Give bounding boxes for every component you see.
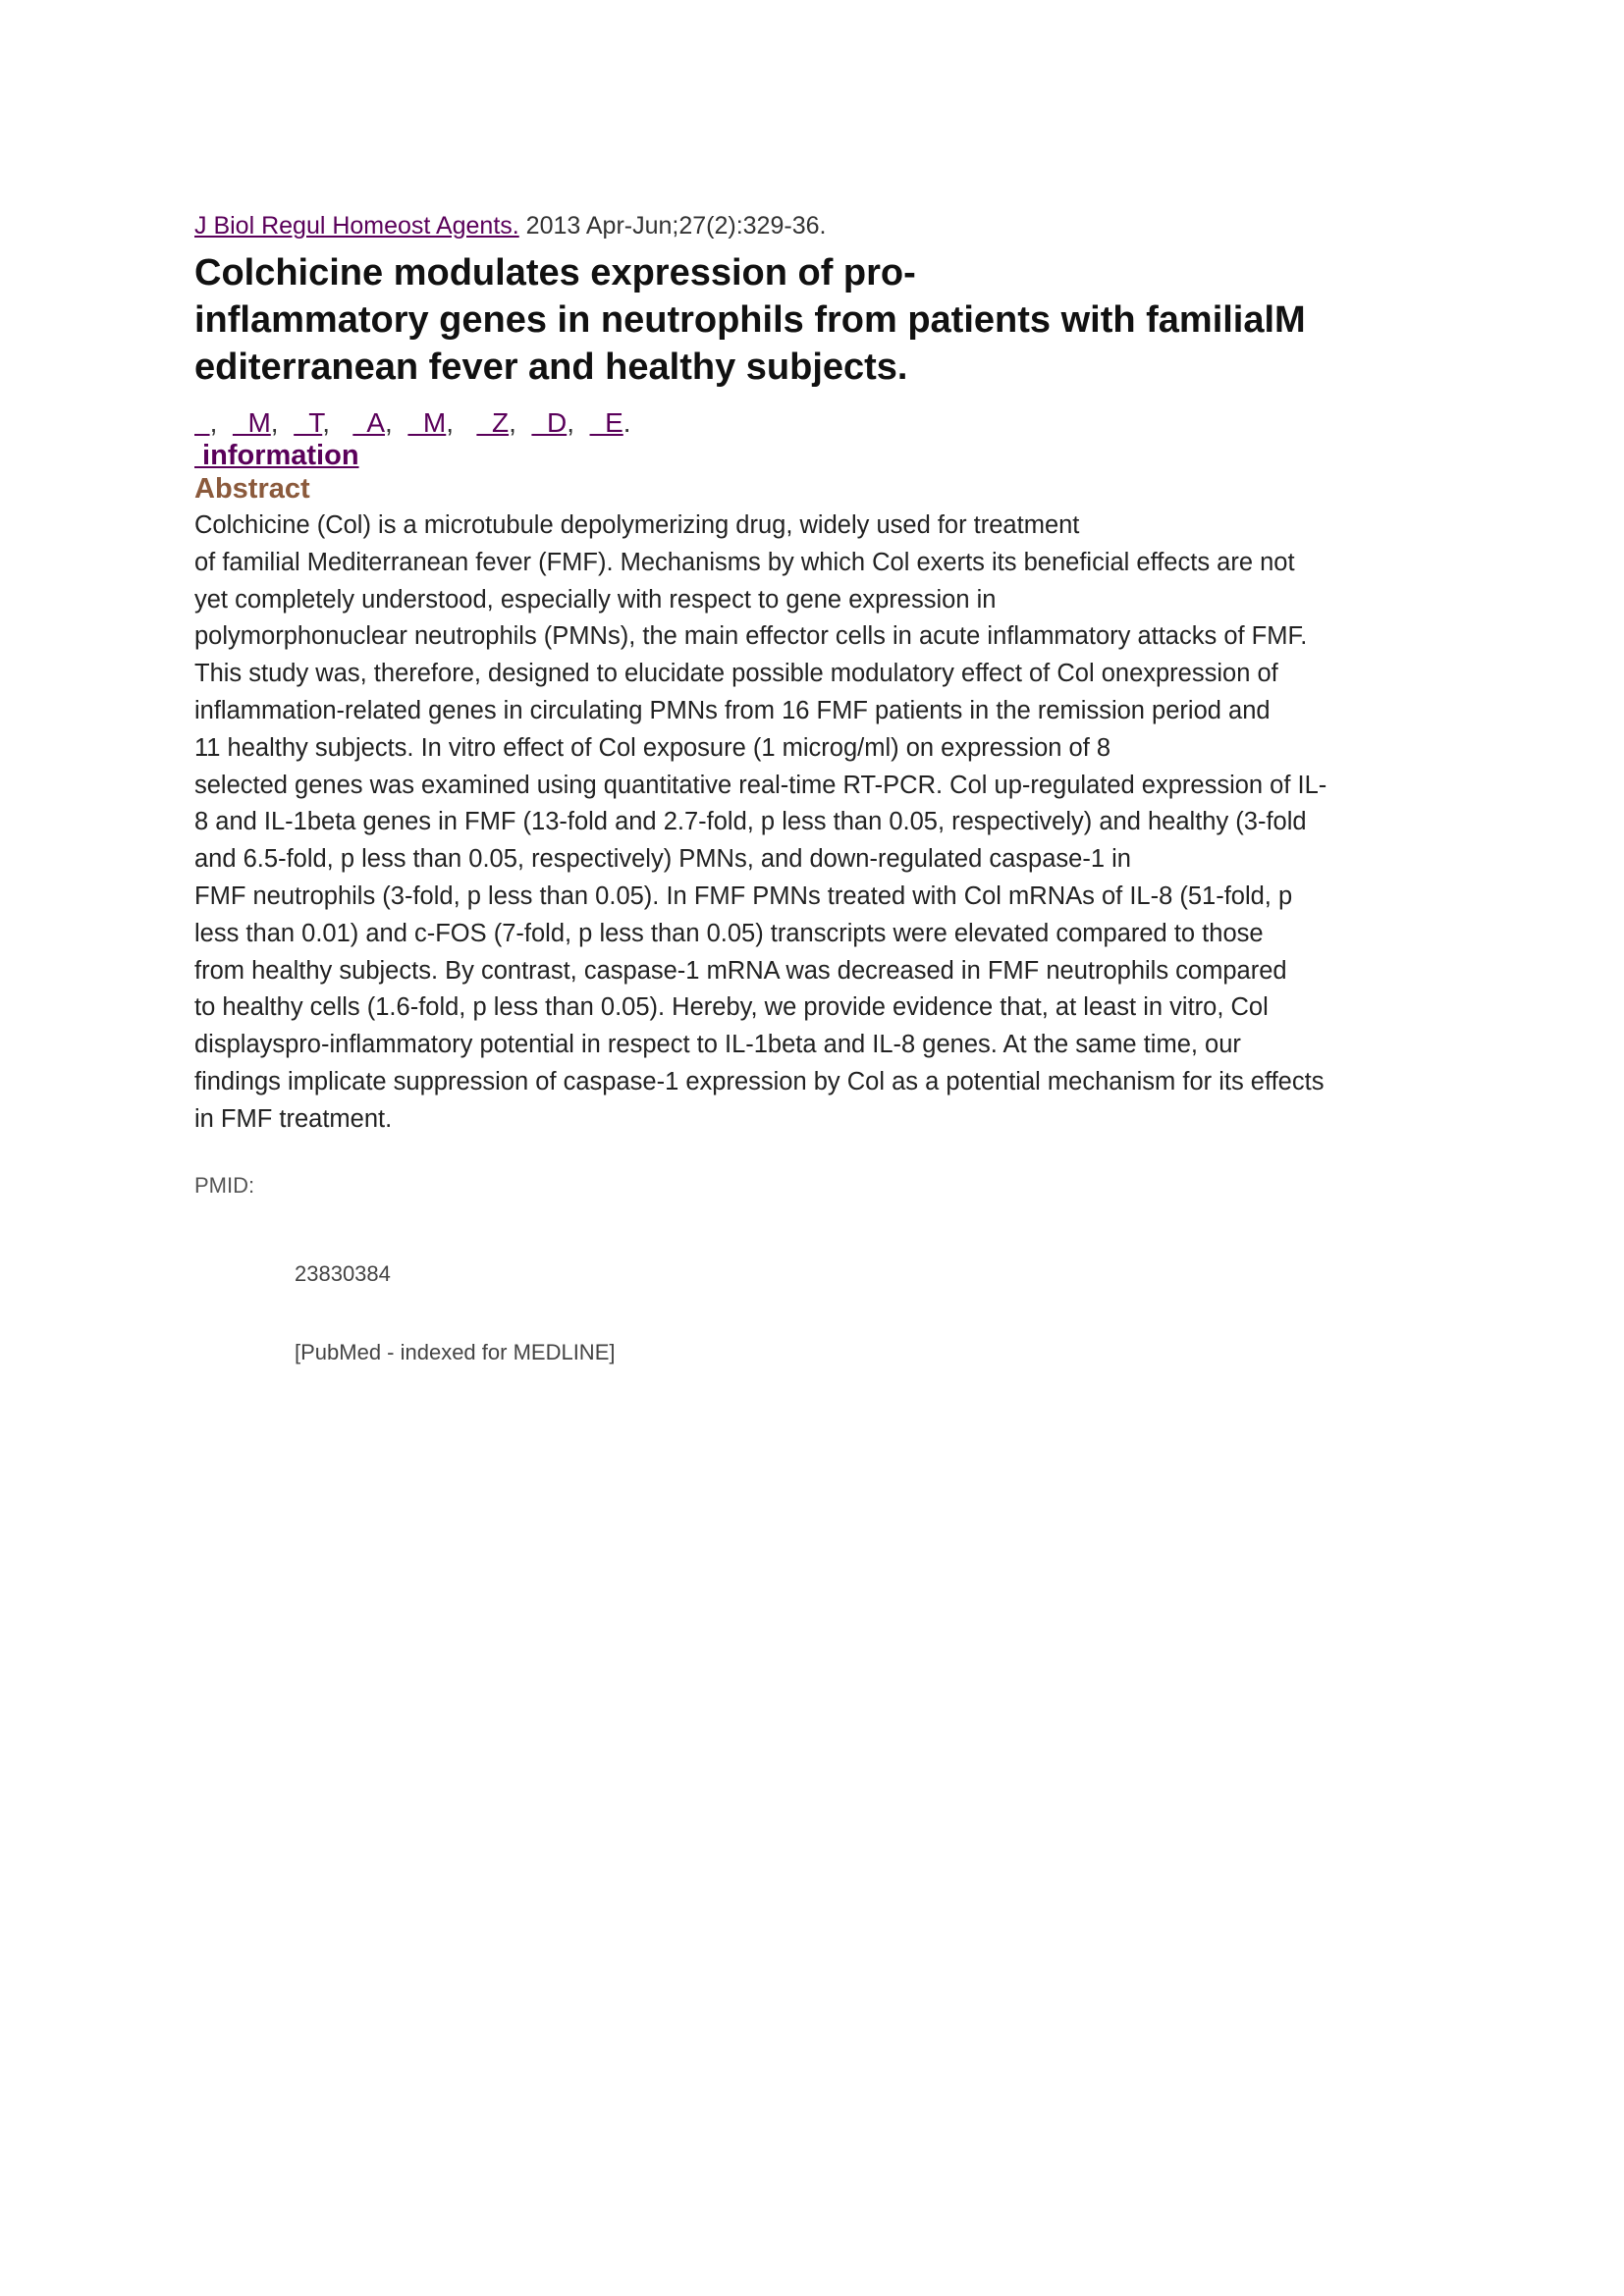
abstract-heading: Abstract xyxy=(194,473,310,505)
author-link[interactable]: D xyxy=(531,407,568,438)
abstract-line: less than 0.01) and c-FOS (7-fold, p less than 0.05) transcripts were elevated compared to those xyxy=(194,919,1264,947)
author-separator: , xyxy=(567,407,590,438)
author-list xyxy=(194,406,1451,440)
author-link[interactable] xyxy=(194,407,210,438)
author-separator: , xyxy=(270,407,295,438)
title-line: Colchicine modulates expression of pro- xyxy=(194,252,916,294)
article-title xyxy=(194,249,1451,391)
author-link[interactable]: A xyxy=(352,407,386,438)
abstract-line: polymorphonuclear neutrophils (PMNs), the main effector cells in acute inflammatory attacks of FMF. xyxy=(194,622,1308,651)
abstract-line: to healthy cells (1.6-fold, p less than 0.05). Hereby, we provide evidence that, at least in vitro, Col xyxy=(194,993,1269,1022)
abstract-line: from healthy subjects. By contrast, caspase-1 mRNA was decreased in FMF neutrophils compared xyxy=(194,956,1287,985)
abstract-line: This study was, therefore, designed to elucidate possible modulatory effect of Col onexpression of xyxy=(194,660,1278,688)
journal-link[interactable]: J Biol Regul Homeost Agents. xyxy=(194,212,519,240)
abstract-line: Colchicine (Col) is a microtubule depolymerizing drug, widely used for treatment xyxy=(194,511,1080,539)
citation-details: 2013 Apr-Jun;27(2):329-36. xyxy=(518,212,827,240)
pmid-label: PMID: xyxy=(194,1172,255,1198)
author-separator: , xyxy=(209,407,233,438)
abstract-line: selected genes was examined using quantitative real-time RT-PCR. Col up-regulated expression of IL- xyxy=(194,771,1327,799)
author-separator: , xyxy=(446,407,477,438)
author-link[interactable]: T xyxy=(294,407,323,438)
abstract-line: yet completely understood, especially with respect to gene expression in xyxy=(194,585,997,614)
author-information-link[interactable]: information xyxy=(194,440,359,471)
author-link[interactable]: M xyxy=(232,407,271,438)
author-separator: , xyxy=(322,407,353,438)
abstract-line: 8 and IL-1beta genes in FMF (13-fold and 2.7-fold, p less than 0.05, respectively) and healthy (3-fold xyxy=(194,808,1307,836)
abstract-line: displayspro-inflammatory potential in respect to IL-1beta and IL-8 genes. At the same time, our xyxy=(194,1031,1241,1059)
author-separator: . xyxy=(623,407,631,438)
abstract-page xyxy=(194,210,1451,1366)
title-line: editerranean fever and healthy subjects. xyxy=(194,347,908,388)
author-separator: , xyxy=(385,407,408,438)
abstract-line: and 6.5-fold, p less than 0.05, respectively) PMNs, and down-regulated caspase-1 in xyxy=(194,845,1131,874)
citation-line xyxy=(194,210,1451,241)
author-separator: , xyxy=(509,407,532,438)
author-link[interactable]: Z xyxy=(476,407,510,438)
abstract-line: 11 healthy subjects. In vitro effect of Col exposure (1 microg/ml) on expression of 8 xyxy=(194,733,1111,762)
abstract-line: FMF neutrophils (3-fold, p less than 0.05). In FMF PMNs treated with Col mRNAs of IL-8 (51-fold, p xyxy=(194,881,1293,910)
pubmed-status: [PubMed - indexed for MEDLINE] xyxy=(295,1339,616,1364)
author-link[interactable]: E xyxy=(589,407,623,438)
abstract-text xyxy=(194,507,1451,1139)
abstract-line: inflammation-related genes in circulating PMNs from 16 FMF patients in the remission period and xyxy=(194,696,1271,724)
pmid-value: 23830384 xyxy=(295,1260,391,1286)
abstract-line: findings implicate suppression of caspase-1 expression by Col as a potential mechanism for its effects xyxy=(194,1067,1325,1095)
abstract-line: in FMF treatment. xyxy=(194,1104,393,1133)
title-line: inflammatory genes in neutrophils from patients with familialM xyxy=(194,299,1306,341)
author-link[interactable]: M xyxy=(407,407,447,438)
abstract-line: of familial Mediterranean fever (FMF). Mechanisms by which Col exerts its beneficial effects are not xyxy=(194,548,1295,576)
